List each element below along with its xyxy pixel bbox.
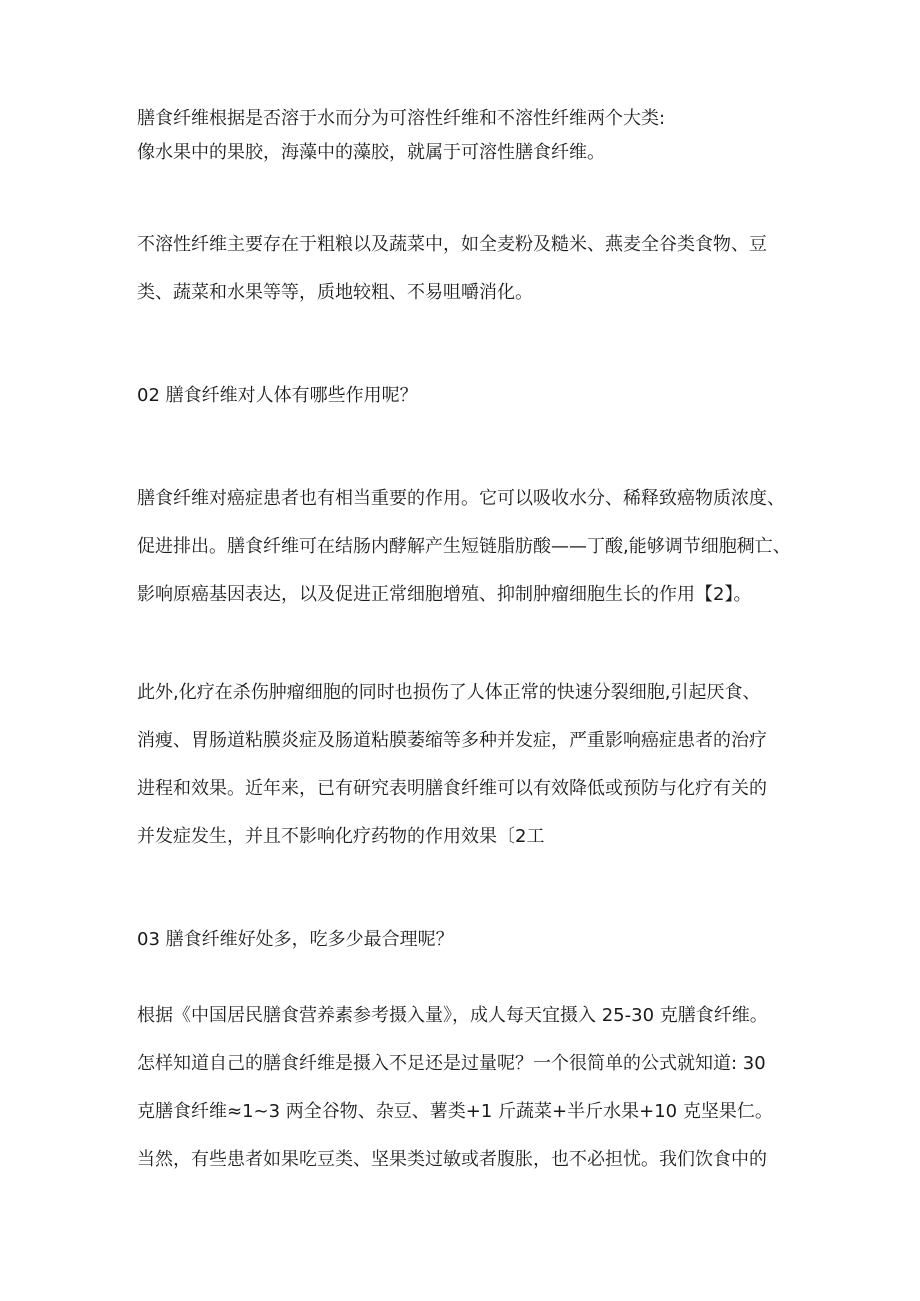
text-line: 消瘦、胃肠道粘膜炎症及肠道粘膜萎缩等多种并发症，严重影响癌症患者的治疗 — [137, 730, 767, 751]
text-line: 怎样知道自己的膳食纤维是摄入不足还是过量呢？一个很简单的公式就知道: 30 — [137, 1053, 766, 1074]
text-line: 根据《中国居民膳食营养素参考摄入量》，成人每天宜摄入 25-30 克膳食纤维。 — [137, 1005, 768, 1026]
text-line: 当然，有些患者如果吃豆类、坚果类过敏或者腹胀，也不必担忧。我们饮食中的 — [137, 1149, 767, 1170]
text-line: 并发症发生，并且不影响化疗药物的作用效果〔2工 — [137, 826, 545, 847]
text-line: 像水果中的果胶，海藻中的藻胶，就属于可溶性膳食纤维。 — [137, 142, 605, 163]
text-line: 此外,化疗在杀伤肿瘤细胞的同时也损伤了人体正常的快速分裂细胞,引起厌食、 — [137, 682, 761, 703]
text-line: 进程和效果。近年来，已有研究表明膳食纤维可以有效降低或预防与化疗有关的 — [137, 778, 767, 799]
text-line: 克膳食纤维≈1~3 两全谷物、杂豆、薯类+1 斤蔬菜+半斤水果+10 克坚果仁。 — [137, 1101, 773, 1122]
text-line: 膳食纤维对癌症患者也有相当重要的作用。它可以吸收水分、稀释致癌物质浓度、 — [137, 488, 785, 509]
section-heading: 02 膳食纤维对人体有哪些作用呢？ — [137, 385, 418, 406]
text-line: 影响原癌基因表达，以及促进正常细胞增殖、抑制肿瘤细胞生长的作用【2】。 — [137, 584, 752, 605]
section-heading: 03 膳食纤维好处多，吃多少最合理呢？ — [137, 929, 454, 950]
text-line: 促进排出。膳食纤维可在结肠内酵解产生短链脂肪酸——丁酸,能够调节细胞稠亡、 — [137, 536, 791, 557]
text-line: 膳食纤维根据是否溶于水而分为可溶性纤维和不溶性纤维两个大类: — [137, 108, 666, 129]
text-line: 不溶性纤维主要存在于粗粮以及蔬菜中，如全麦粉及糙米、燕麦全谷类食物、豆 — [137, 234, 767, 255]
text-line: 类、蔬菜和水果等等，质地较粗、不易咀嚼消化。 — [137, 282, 533, 303]
